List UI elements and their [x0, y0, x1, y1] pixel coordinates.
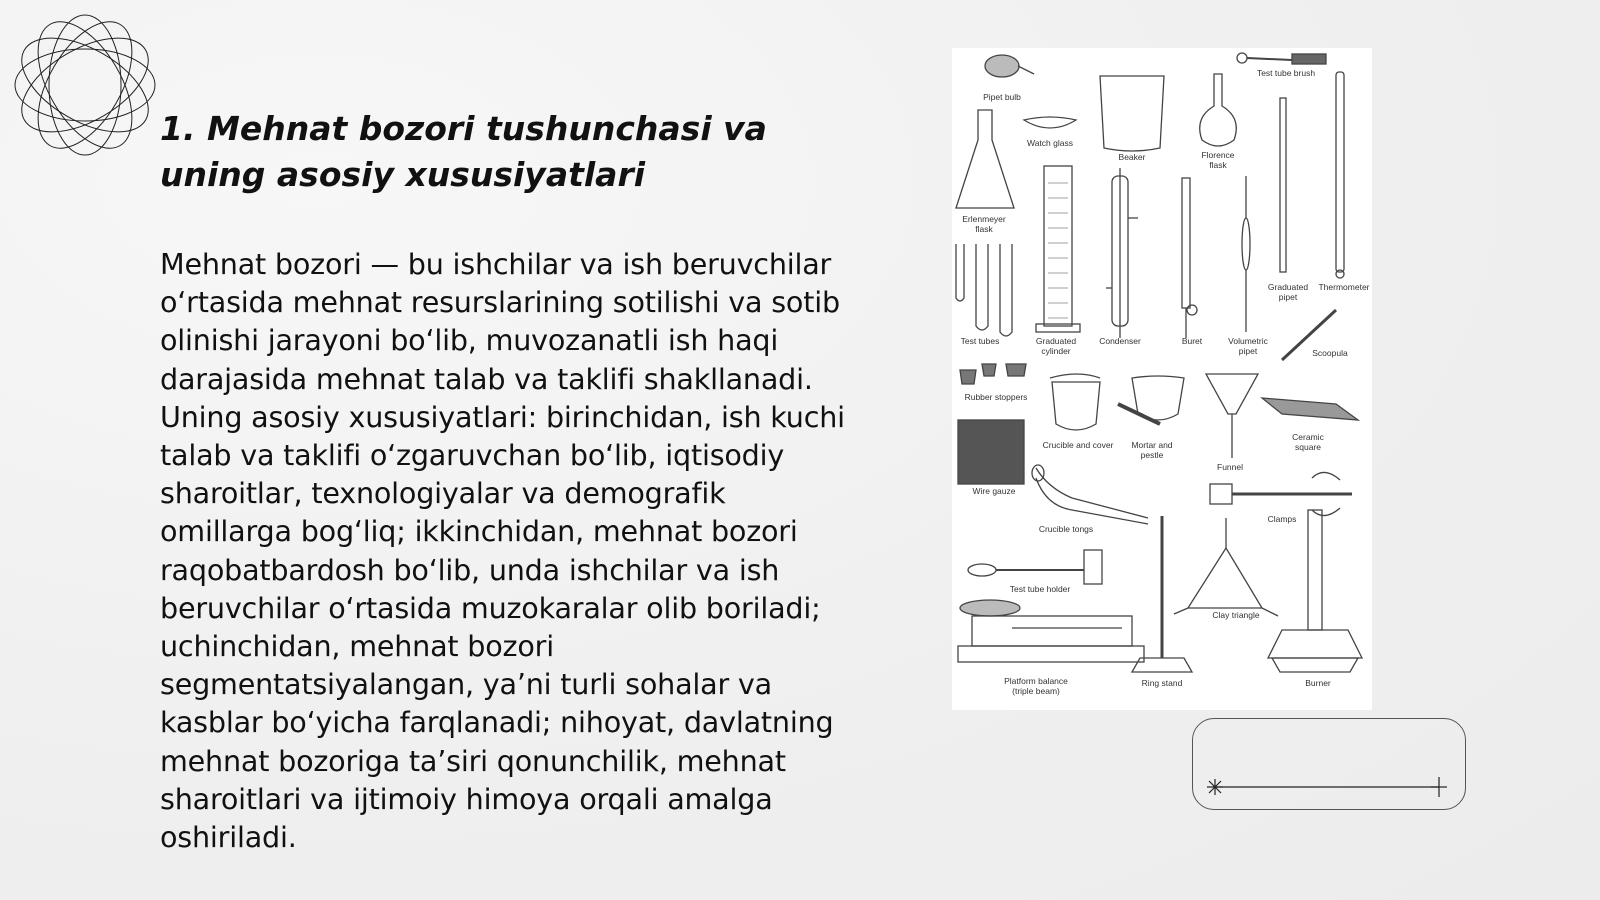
label-pipet-bulb: Pipet bulb: [983, 92, 1021, 102]
label-mortar-1: Mortar and: [1131, 440, 1173, 450]
orbit-logo-icon: [10, 10, 160, 160]
label-thermometer: Thermometer: [1318, 282, 1370, 292]
label-florence-flask-2: flask: [1209, 160, 1227, 170]
star-burst-icon: [1207, 779, 1223, 795]
label-clamps: Clamps: [1267, 514, 1297, 524]
label-burner: Burner: [1305, 678, 1331, 688]
decorative-line: [1193, 719, 1467, 811]
label-clay-triangle: Clay triangle: [1212, 610, 1260, 620]
label-florence-flask-1: Florence: [1201, 150, 1235, 160]
label-scoopula: Scoopula: [1312, 348, 1348, 358]
label-test-tubes: Test tubes: [960, 336, 1000, 346]
label-graduated-pipet-1: Graduated: [1267, 282, 1309, 292]
label-platform-balance-2: (triple beam): [1012, 686, 1060, 696]
label-volumetric-pipet-2: pipet: [1238, 346, 1258, 356]
label-erlenmeyer-2: flask: [975, 224, 993, 234]
label-volumetric-pipet-1: Volumetric: [1228, 336, 1268, 346]
label-erlenmeyer-1: Erlenmeyer: [962, 214, 1006, 224]
label-graduated-cylinder-2: cylinder: [1041, 346, 1071, 356]
label-beaker: Beaker: [1118, 152, 1146, 162]
slide-body-text: Mehnat bozori — bu ishchilar va ish beruvchilar o‘rtasida mehnat resurslarining sotilishi va sotib olinishi jarayoni bo‘lib, muvozanatli ish haqi darajasida mehnat talab va taklifi shakllanadi. Uning asosiy xususiyatlari: birinchidan, ish kuchi talab va taklifi o‘zgaruvchan bo‘lib, iqtisodiy sharoitlar, texnologiyalar va demografik omillarga bog‘liq; ikkinchidan, mehnat bozori raqobatbardosh bo‘lib, unda ishchilar va ish beruvchilar o‘rtasida muzokaralar olib boriladi; uchinchidan, mehnat bozori segmentatsiyalangan, ya’ni turli sohalar va kasblar bo‘yicha farqlanadi; nihoyat, davlatning mehnat bozoriga ta’siri qonunchilik, mehnat sharoitlari va ijtimoiy himoya orqali amalga oshiriladi.: [160, 247, 845, 855]
label-graduated-pipet-2: pipet: [1278, 292, 1298, 302]
label-ring-stand: Ring stand: [1141, 678, 1183, 688]
lab-equipment-figure: [952, 48, 1372, 710]
label-test-tube-holder: Test tube holder: [1009, 584, 1071, 594]
label-mortar-2: pestle: [1140, 450, 1164, 460]
label-ceramic-2: square: [1295, 442, 1321, 452]
label-condenser: Condenser: [1099, 336, 1141, 346]
decorative-frame: [1192, 718, 1466, 810]
label-platform-balance-1: Platform balance: [1004, 676, 1068, 686]
label-test-tube-brush: Test tube brush: [1256, 68, 1316, 78]
label-funnel: Funnel: [1217, 462, 1243, 472]
label-crucible-and-cover: Crucible and cover: [1042, 440, 1114, 450]
label-watch-glass: Watch glass: [1027, 138, 1073, 148]
label-crucible-tongs: Crucible tongs: [1038, 524, 1094, 534]
crosshair-icon: [1431, 777, 1447, 797]
label-ceramic-1: Ceramic: [1292, 432, 1324, 442]
lab-equipment-illustration: [952, 48, 1372, 710]
label-graduated-cylinder-1: Graduated: [1035, 336, 1077, 346]
label-buret: Buret: [1181, 336, 1203, 346]
label-wire-gauze: Wire gauze: [972, 486, 1016, 496]
slide-title: 1. Mehnat bozori tushunchasi va uning asosiy xususiyatlari: [160, 109, 767, 194]
label-rubber-stoppers: Rubber stoppers: [964, 392, 1028, 402]
